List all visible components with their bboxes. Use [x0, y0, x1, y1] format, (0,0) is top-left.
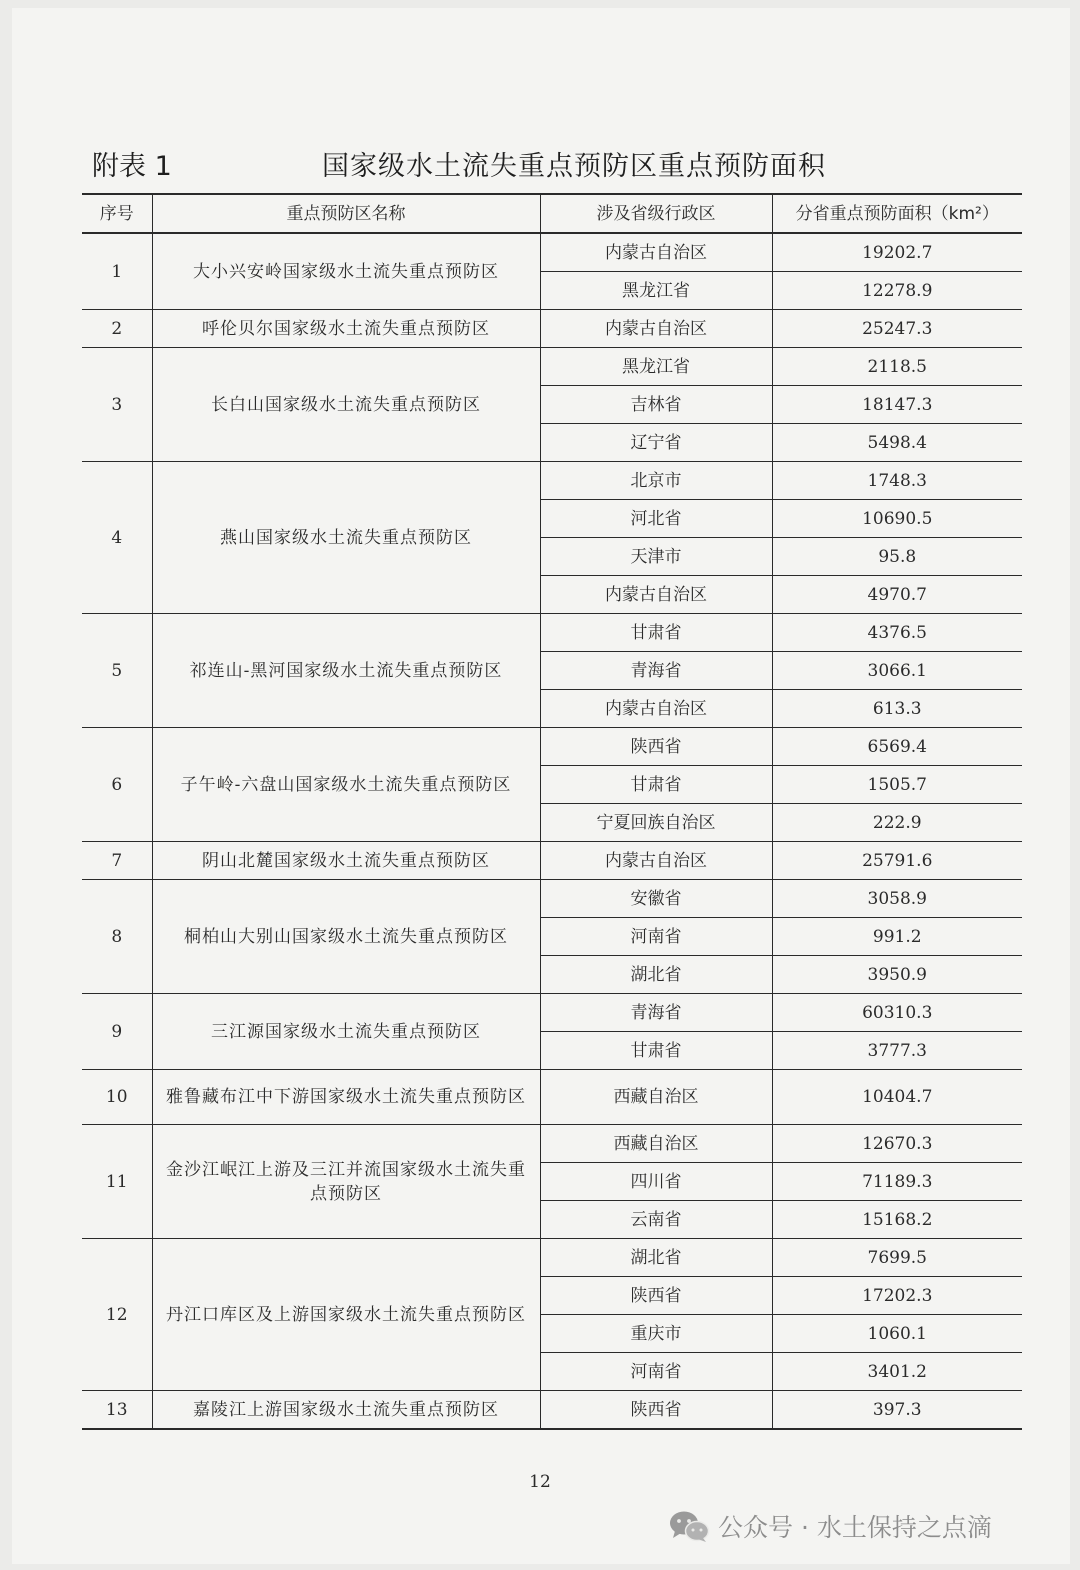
table-row [82, 994, 1022, 1032]
cell-area: 10404.7 [772, 1070, 1022, 1125]
cell-area: 397.3 [772, 1391, 1022, 1430]
cell-area: 3058.9 [772, 880, 1022, 918]
cell-province: 黑龙江省 [540, 272, 772, 310]
cell-area: 7699.5 [772, 1239, 1022, 1277]
cell-province: 陕西省 [540, 728, 772, 766]
cell-province: 四川省 [540, 1163, 772, 1201]
cell-prevention-zone-name: 三江源国家级水土流失重点预防区 [152, 994, 540, 1070]
cell-province: 黑龙江省 [540, 348, 772, 386]
cell-no: 2 [82, 310, 152, 348]
column-header-province: 涉及省级行政区 [540, 194, 772, 233]
cell-province: 甘肃省 [540, 614, 772, 652]
cell-area: 6569.4 [772, 728, 1022, 766]
cell-no: 5 [82, 614, 152, 728]
cell-province: 青海省 [540, 652, 772, 690]
cell-province: 内蒙古自治区 [540, 690, 772, 728]
page-number: 12 [529, 1472, 551, 1492]
cell-province: 内蒙古自治区 [540, 310, 772, 348]
cell-no: 10 [82, 1070, 152, 1125]
column-header-area: 分省重点预防面积（km²） [772, 194, 1022, 233]
cell-no: 3 [82, 348, 152, 462]
cell-province: 天津市 [540, 538, 772, 576]
cell-prevention-zone-name: 燕山国家级水土流失重点预防区 [152, 462, 540, 614]
cell-area: 10690.5 [772, 500, 1022, 538]
cell-area: 15168.2 [772, 1201, 1022, 1239]
table-title-text: 国家级水土流失重点预防区重点预防面积 [322, 151, 826, 182]
cell-prevention-zone-name: 长白山国家级水土流失重点预防区 [152, 348, 540, 462]
table-header-row [82, 194, 1022, 233]
cell-area: 991.2 [772, 918, 1022, 956]
table-row [82, 348, 1022, 386]
cell-province: 西藏自治区 [540, 1125, 772, 1163]
table-row [82, 1070, 1022, 1125]
cell-no: 4 [82, 462, 152, 614]
cell-no: 12 [82, 1239, 152, 1391]
cell-prevention-zone-name: 呼伦贝尔国家级水土流失重点预防区 [152, 310, 540, 348]
cell-province: 陕西省 [540, 1391, 772, 1430]
watermark [668, 1506, 992, 1546]
wechat-icon [668, 1509, 710, 1543]
cell-province: 云南省 [540, 1201, 772, 1239]
cell-area: 613.3 [772, 690, 1022, 728]
column-header-name: 重点预防区名称 [152, 194, 540, 233]
cell-province: 西藏自治区 [540, 1070, 772, 1125]
cell-province: 河北省 [540, 500, 772, 538]
cell-no: 8 [82, 880, 152, 994]
cell-prevention-zone-name: 子午岭-六盘山国家级水土流失重点预防区 [152, 728, 540, 842]
cell-province: 湖北省 [540, 1239, 772, 1277]
cell-area: 5498.4 [772, 424, 1022, 462]
cell-province: 重庆市 [540, 1315, 772, 1353]
table-row [82, 233, 1022, 272]
table-row [82, 1125, 1022, 1163]
cell-province: 陕西省 [540, 1277, 772, 1315]
cell-area: 12670.3 [772, 1125, 1022, 1163]
cell-no: 9 [82, 994, 152, 1070]
table-row [82, 728, 1022, 766]
cell-area: 1505.7 [772, 766, 1022, 804]
cell-area: 1748.3 [772, 462, 1022, 500]
cell-prevention-zone-name: 大小兴安岭国家级水土流失重点预防区 [152, 233, 540, 310]
cell-area: 3777.3 [772, 1032, 1022, 1070]
table-row [82, 310, 1022, 348]
cell-area: 4376.5 [772, 614, 1022, 652]
table-title [92, 140, 992, 190]
cell-province: 宁夏回族自治区 [540, 804, 772, 842]
cell-area: 17202.3 [772, 1277, 1022, 1315]
cell-area: 95.8 [772, 538, 1022, 576]
cell-province: 安徽省 [540, 880, 772, 918]
cell-area: 18147.3 [772, 386, 1022, 424]
appendix-label: 附表 1 [92, 151, 172, 182]
cell-area: 4970.7 [772, 576, 1022, 614]
watermark-text: 公众号 · 水土保持之点滴 [718, 1513, 992, 1542]
cell-prevention-zone-name: 祁连山-黑河国家级水土流失重点预防区 [152, 614, 540, 728]
cell-no: 7 [82, 842, 152, 880]
cell-province: 甘肃省 [540, 766, 772, 804]
cell-area: 12278.9 [772, 272, 1022, 310]
cell-area: 19202.7 [772, 233, 1022, 272]
cell-area: 3066.1 [772, 652, 1022, 690]
cell-province: 甘肃省 [540, 1032, 772, 1070]
table-row [82, 462, 1022, 500]
cell-area: 222.9 [772, 804, 1022, 842]
cell-prevention-zone-name: 雅鲁藏布江中下游国家级水土流失重点预防区 [152, 1070, 540, 1125]
table-body [82, 233, 1022, 1429]
cell-area: 60310.3 [772, 994, 1022, 1032]
cell-province: 内蒙古自治区 [540, 576, 772, 614]
table-row [82, 1239, 1022, 1277]
cell-area: 71189.3 [772, 1163, 1022, 1201]
cell-area: 2118.5 [772, 348, 1022, 386]
table-row [82, 614, 1022, 652]
table-row [82, 842, 1022, 880]
cell-prevention-zone-name: 嘉陵江上游国家级水土流失重点预防区 [152, 1391, 540, 1430]
cell-no: 6 [82, 728, 152, 842]
cell-prevention-zone-name: 阴山北麓国家级水土流失重点预防区 [152, 842, 540, 880]
cell-prevention-zone-name: 桐柏山大别山国家级水土流失重点预防区 [152, 880, 540, 994]
cell-province: 吉林省 [540, 386, 772, 424]
table-row [82, 880, 1022, 918]
cell-province: 河南省 [540, 918, 772, 956]
cell-province: 辽宁省 [540, 424, 772, 462]
table-row [82, 1391, 1022, 1430]
cell-prevention-zone-name: 金沙江岷江上游及三江并流国家级水土流失重点预防区 [152, 1125, 540, 1239]
cell-province: 内蒙古自治区 [540, 842, 772, 880]
cell-no: 13 [82, 1391, 152, 1430]
column-header-no: 序号 [82, 194, 152, 233]
cell-province: 青海省 [540, 994, 772, 1032]
cell-area: 25247.3 [772, 310, 1022, 348]
prevention-area-table [82, 193, 1022, 1430]
cell-area: 1060.1 [772, 1315, 1022, 1353]
cell-province: 内蒙古自治区 [540, 233, 772, 272]
cell-province: 北京市 [540, 462, 772, 500]
cell-no: 11 [82, 1125, 152, 1239]
cell-area: 3401.2 [772, 1353, 1022, 1391]
cell-province: 河南省 [540, 1353, 772, 1391]
cell-area: 3950.9 [772, 956, 1022, 994]
cell-no: 1 [82, 233, 152, 310]
cell-area: 25791.6 [772, 842, 1022, 880]
cell-province: 湖北省 [540, 956, 772, 994]
cell-prevention-zone-name: 丹江口库区及上游国家级水土流失重点预防区 [152, 1239, 540, 1391]
